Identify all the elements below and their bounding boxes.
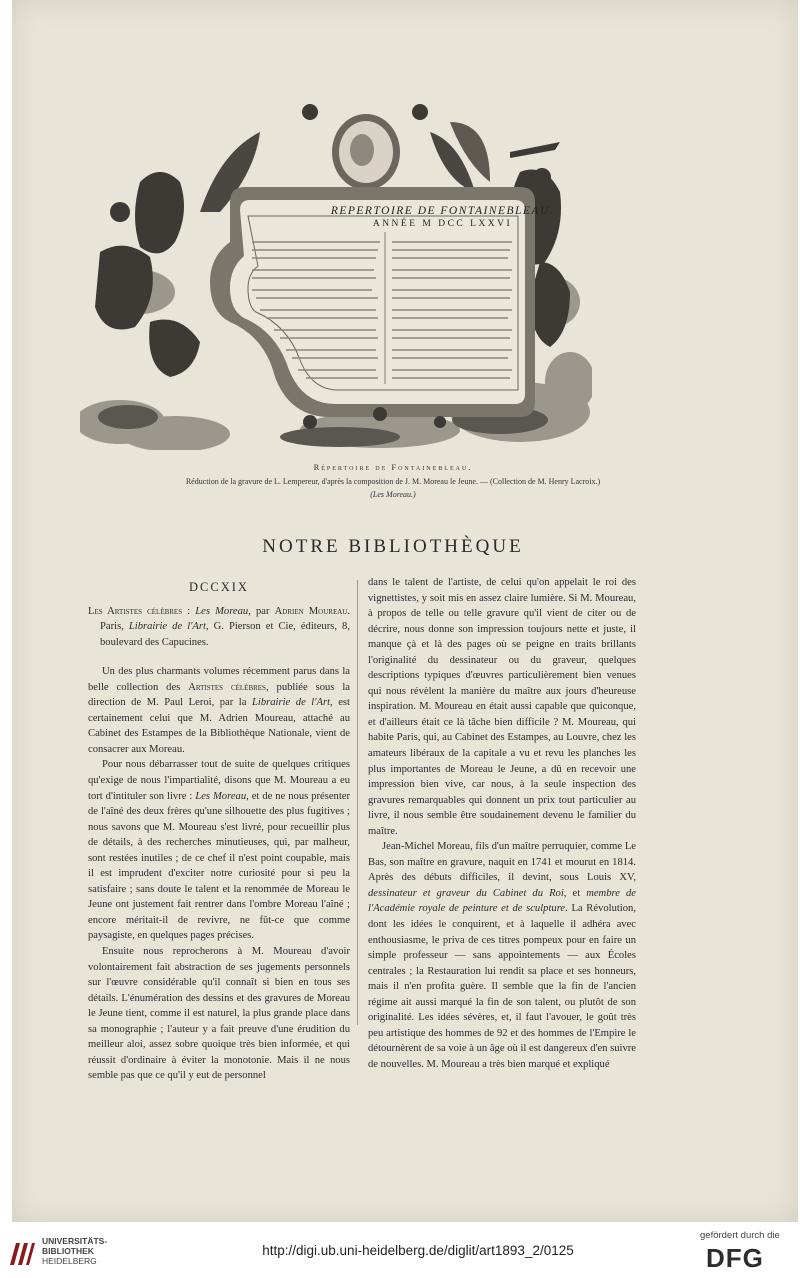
figure-caption-credit: Réduction de la gravure de L. Lempereur, d'après la composition de J. M. Moreau le Jeune. — (Collection de M. Henry Lacroix.) bbox=[185, 477, 601, 486]
university-library-name: UNIVERSITÄTS- BIBLIOTHEK HEIDELBERG bbox=[42, 1236, 108, 1266]
paragraph-1: Un des plus charmants volumes récemment parus dans la belle collection des Artistes célèbres, publiée sous la direction de M. Paul Leroi, par la Librairie de l'Art, est certainement celui que M. Adrien Moureau, attaché au Cabinet des Estampes de la Bibliothèque Nationale, vient de consacrer aux Moreau. bbox=[88, 666, 350, 755]
engraving-inscription-year: ANNÉE M DCC LXXVI bbox=[372, 219, 513, 229]
paragraph-4: Jean-Michel Moreau, fils d'un maître perruquier, comme Le Bas, son maître en gravure, naquit en 1741 et mourut en 1814. Après des débuts difficiles, il devint, sous Louis XV, dessinateur et graveur du Cabinet du Roi, et membre de l'Académie royale de peinture et de sculpture. La Révolution, dont les idées le conquirent, et à laquelle il adhéra avec enthousiasme, le priva de ces titres pompeux pour en faire un simple professeur — sans appointements — aux Écoles centrales ; la Restauration lui rendit sa place et ses honneurs, mais il n'en profita guère. Il semble que la fin de l'ancien régime ait aussi marqué la fin de son talent, ou plutôt de son originalité. Les idées sévères, et, il faut l'avouer, le goût très peu artistique des hommes de 92 et des hommes de l'Empire le détournèrent de sa voie à un âge où il est dangereux d'en suivre de nouvelles. M. Moureau a très bien marqué et expliqué bbox=[368, 841, 636, 1070]
paragraph-3-continued: dans le talent de l'artiste, de celui qu'on appelait le roi des vignettistes, y soit mis en assez claire lumière. Si M. Moureau, à propos de telle ou telle gravure qu'il vient de citer ou de décrire, nous donne son impression toujours nette et juste, il manque çà et là des pages où se peigne en traits brillants l'originalité du dessinateur ou du graveur, quelques descriptions typiques d'œuvres particulièrement bien venues qui nous révèlent la manière du maître aux jours d'heureuse inspiration. M. Moureau en était aussi capable que quiconque, et d'ailleurs était ce là tâche bien difficile ? M. Moureau, qui habite Paris, qui, au Cabinet des Estampes, au Louvre, chez les amateurs libéraux de la capitale a vu et revu les planches les plus importantes de Moreau le Jeune, a dû en recevoir une impression bien vive, car nous, à la seule inspection des gravures remarquables qui donnent un prix tout particulier au livre, il nous semble être soudainement devenu le familier du maître. bbox=[368, 577, 636, 837]
university-library-logo-icon bbox=[8, 1239, 36, 1267]
article-column-left bbox=[88, 575, 350, 1084]
review-number: DCCXIX bbox=[189, 580, 249, 594]
column-divider bbox=[357, 580, 358, 1025]
dfg-logo: DFG bbox=[706, 1243, 764, 1273]
permalink-url[interactable]: http://digi.ub.uni-heidelberg.de/diglit/art1893_2/0125 bbox=[262, 1243, 574, 1258]
book-reference: Les Artistes célèbres : Les Moreau, par Adrien Moureau. Paris, Librairie de l'Art, G. Pierson et Cie, éditeurs, 8, boulevard des Capucines. bbox=[88, 605, 350, 648]
paragraph-2: Pour nous débarrasser tout de suite de quelques critiques qu'exige de nous l'impartialité, disons que M. Moureau a eu tort d'intituler son livre : Les Moreau, et de ne nous présenter de l'aîné des deux frères qu'une silhouette des plus fugitives ; nous savons que M. Moureau s'est livré, pour recueillir plus de détails, à des recherches minutieuses, qui, par malheur, sont restées inutiles ; de ce chef il n'est point coupable, mais il est imprudent d'exciter notre curiosité pour si peu la satisfaire ; sans doute le talent et la renommée de Moreau le Jeune ont justement fait rentrer dans l'ombre Moreau l'aîné ; encore méritait-il de revivre, ne fût-ce que comme paysagiste, en quelques pages précises. bbox=[88, 759, 351, 942]
engraving-illustration bbox=[80, 92, 592, 450]
figure-caption-source: (Les Moreau.) bbox=[370, 490, 416, 499]
paragraph-3: Ensuite nous reprocherons à M. Moureau d'avoir volontairement fait abstraction de ses jugements personnels sur l'œuvre considérable qu'il connaît si bien en tous ses détails. L'énumération des dessins et des gravures de Moreau le Jeune tient, comme il est naturel, la plus grande place dans sa monographie ; l'auteur y a fait preuve d'une érudition du meilleur aloi, assez sobre quoique très bien informée, et qui réussit d'ordinaire à éviter la monotonie. Mais il ne nous semble pas que ce qu'il y eut de personnel bbox=[88, 946, 350, 1082]
figure-caption-title: Répertoire de Fontainebleau. bbox=[313, 462, 473, 472]
article-column-right bbox=[368, 575, 636, 1073]
engraving-inscription-title: REPERTOIRE DE FONTAINEBLEAU. bbox=[330, 205, 555, 217]
section-heading: NOTRE BIBLIOTHÈQUE bbox=[262, 536, 524, 557]
sponsor-label: gefördert durch die bbox=[700, 1230, 780, 1241]
